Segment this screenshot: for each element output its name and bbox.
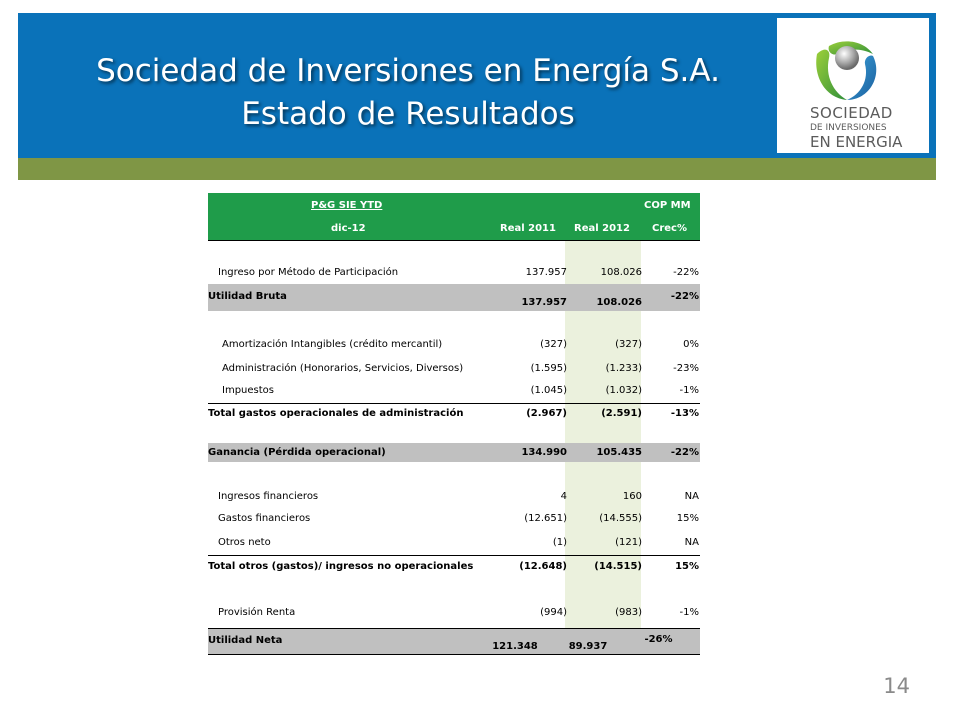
income-statement-table <box>208 193 700 655</box>
row-value-growth: -23% <box>673 363 699 374</box>
row-value-2012: (2.591) <box>601 408 642 419</box>
page-number: 14 <box>883 674 910 698</box>
page-subtitle: Estado de Resultados <box>241 96 575 132</box>
currency-label: COP MM <box>644 200 691 211</box>
row-value-growth: 15% <box>676 513 699 524</box>
row-value-2012: (983) <box>615 607 642 618</box>
row-label-provision-renta: Provisión Renta <box>218 607 296 618</box>
row-value-2012: (327) <box>615 339 642 350</box>
accent-band <box>18 158 936 180</box>
row-value-2011: 134.990 <box>521 447 567 458</box>
row-value-growth: NA <box>684 537 699 548</box>
row-value-growth: -22% <box>670 291 699 302</box>
row-value-2012: (1.032) <box>605 385 642 396</box>
column-header-2012: Real 2012 <box>574 223 630 234</box>
logo-text-inversiones: DE INVERSIONES <box>810 123 887 133</box>
row-value-growth: -22% <box>670 447 699 458</box>
row-value-2011: (12.651) <box>524 513 567 524</box>
column-header-2011: Real 2011 <box>500 223 556 234</box>
row-label-total-gastos-operacionales: Total gastos operacionales de administración <box>208 408 464 419</box>
row-value-2012: 108.026 <box>600 267 642 278</box>
row-value-growth: -13% <box>670 408 699 419</box>
row-value-2011: (1.595) <box>530 363 567 374</box>
row-value-growth: 0% <box>683 339 699 350</box>
row-label-administracion: Administración (Honorarios, Servicios, Diversos) <box>222 363 464 374</box>
column-header-period: dic-12 <box>331 223 366 234</box>
row-label-ganancia-operacional: Ganancia (Pérdida operacional) <box>208 447 386 458</box>
subtotal-line <box>208 555 700 556</box>
row-value-growth: -1% <box>679 385 699 396</box>
row-value-growth: 15% <box>675 561 699 572</box>
row-value-2012: (121) <box>615 537 642 548</box>
page-title: Sociedad de Inversiones en Energía S.A. <box>96 53 720 89</box>
table-header-row-2 <box>208 218 700 240</box>
row-value-2011: (12.648) <box>519 561 567 572</box>
row-value-growth: -1% <box>679 607 699 618</box>
row-value-2011: 137.957 <box>525 267 567 278</box>
row-value-2012: (1.233) <box>605 363 642 374</box>
row-value-2012: 160 <box>622 491 642 502</box>
table-header-row-1 <box>208 193 700 218</box>
row-value-growth: -22% <box>673 267 699 278</box>
row-value-2012: (14.515) <box>594 561 642 572</box>
logo-text-energia: EN ENERGIA <box>810 133 903 151</box>
row-label-amortizacion: Amortización Intangibles (crédito mercantil) <box>222 339 443 350</box>
row-label-utilidad-bruta: Utilidad Bruta <box>208 291 287 302</box>
row-value-2011: (1) <box>552 537 567 548</box>
row-label-gastos-financieros: Gastos financieros <box>218 513 311 524</box>
table-title: P&G SIE YTD <box>311 200 383 211</box>
row-label-total-otros: Total otros (gastos)/ ingresos no operacionales <box>208 561 474 572</box>
row-value-2011: 4 <box>560 491 567 502</box>
row-value-2011: (994) <box>540 607 567 618</box>
total-top-line <box>208 628 700 629</box>
total-bottom-line <box>208 654 700 655</box>
row-value-2012: 108.026 <box>596 297 642 308</box>
row-value-2011: 137.957 <box>521 297 567 308</box>
row-label-otros-neto: Otros neto <box>218 537 271 548</box>
table-divider <box>208 240 700 241</box>
row-value-growth: NA <box>684 491 699 502</box>
subtotal-line <box>208 403 700 404</box>
row-label-utilidad-neta: Utilidad Neta <box>208 635 283 646</box>
row-value-2012: 89.937 <box>568 641 608 652</box>
sphere-swirl-logo-icon <box>803 24 887 108</box>
row-value-2011: (327) <box>540 339 567 350</box>
row-value-2011: (2.967) <box>526 408 567 419</box>
row-value-2012: 105.435 <box>596 447 642 458</box>
company-logo <box>777 18 929 153</box>
row-value-2012: (14.555) <box>599 513 642 524</box>
row-label-ingreso-metodo: Ingreso por Método de Participación <box>218 267 399 278</box>
row-value-2011: (1.045) <box>530 385 567 396</box>
row-value-2011: 121.348 <box>492 641 538 652</box>
column-header-growth: Crec% <box>652 223 687 234</box>
row-label-impuestos: Impuestos <box>222 385 274 396</box>
row-value-growth: -26% <box>644 634 673 645</box>
row-label-ingresos-financieros: Ingresos financieros <box>218 491 319 502</box>
logo-text-sociedad: SOCIEDAD <box>810 104 893 122</box>
